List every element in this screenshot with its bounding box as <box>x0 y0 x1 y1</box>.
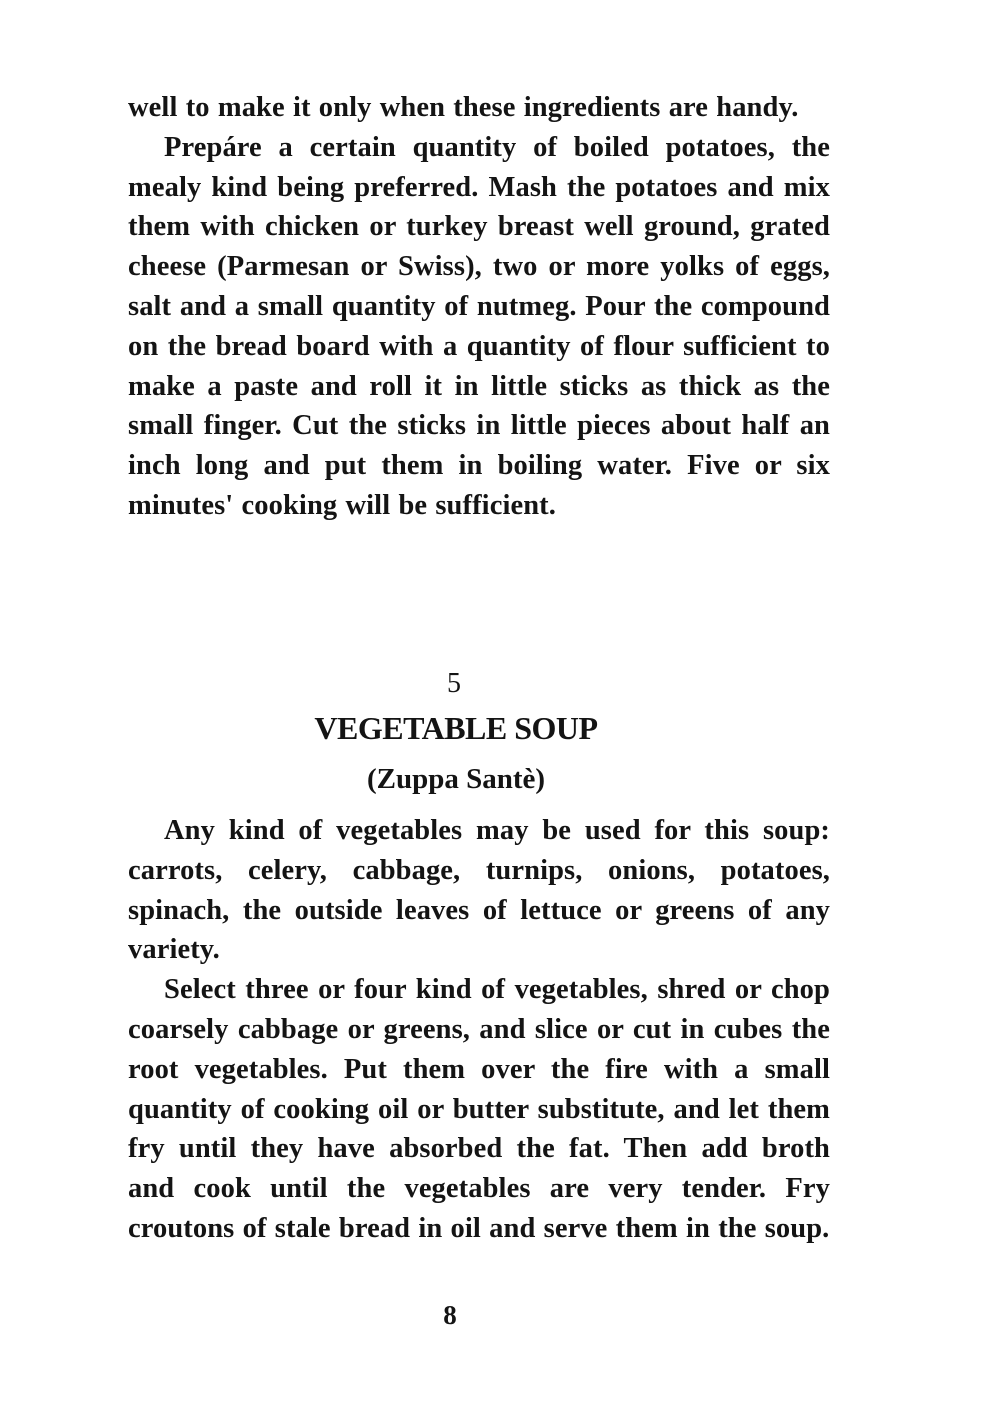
paragraph-soup-method: Select three or four kind of vegetables, shred or chop coarsely cabbage or greens, and slice or cut in cubes the root vegetables. Put them over the fire with a small quantity of cooking oil or butter substitute, and let them fry until they have absorbed the fat. Then add broth and cook until the vegetables are very tender. Fry croutons of stale bread in oil and serve them in the soup. <box>128 974 830 1244</box>
recipe-body <box>128 811 830 1249</box>
paragraph-vegetables-list: Any kind of vegetables may be used for this soup: carrots, celery, cabbage, turnips, onions, potatoes, spinach, the outside leaves of lettuce or greens of any variety. <box>128 815 830 966</box>
recipe-number: 5 <box>447 668 461 699</box>
paragraph-gnocchi-instructions: Prepáre a certain quantity of boiled potatoes, the mealy kind being preferred. Mash the potatoes and mix them with chicken or turkey breast well ground, grated cheese (Parmesan or Swiss), two or more yolks of eggs, salt and a small quantity of nutmeg. Pour the compound on the bread board with a quantity of flour sufficient to make a paste and roll it in little sticks as thick as the small finger. Cut the sticks in little pieces about half an inch long and put them in boiling water. Five or six minutes' cooking will be sufficient. <box>128 131 830 521</box>
page-number: 8 <box>443 1300 457 1330</box>
continued-recipe-text <box>128 88 830 526</box>
paragraph-continuation: well to make it only when these ingredients are handy. <box>128 92 799 123</box>
recipe-subtitle: (Zuppa Santè) <box>366 763 546 795</box>
recipe-title: VEGETABLE SOUP <box>314 710 598 746</box>
